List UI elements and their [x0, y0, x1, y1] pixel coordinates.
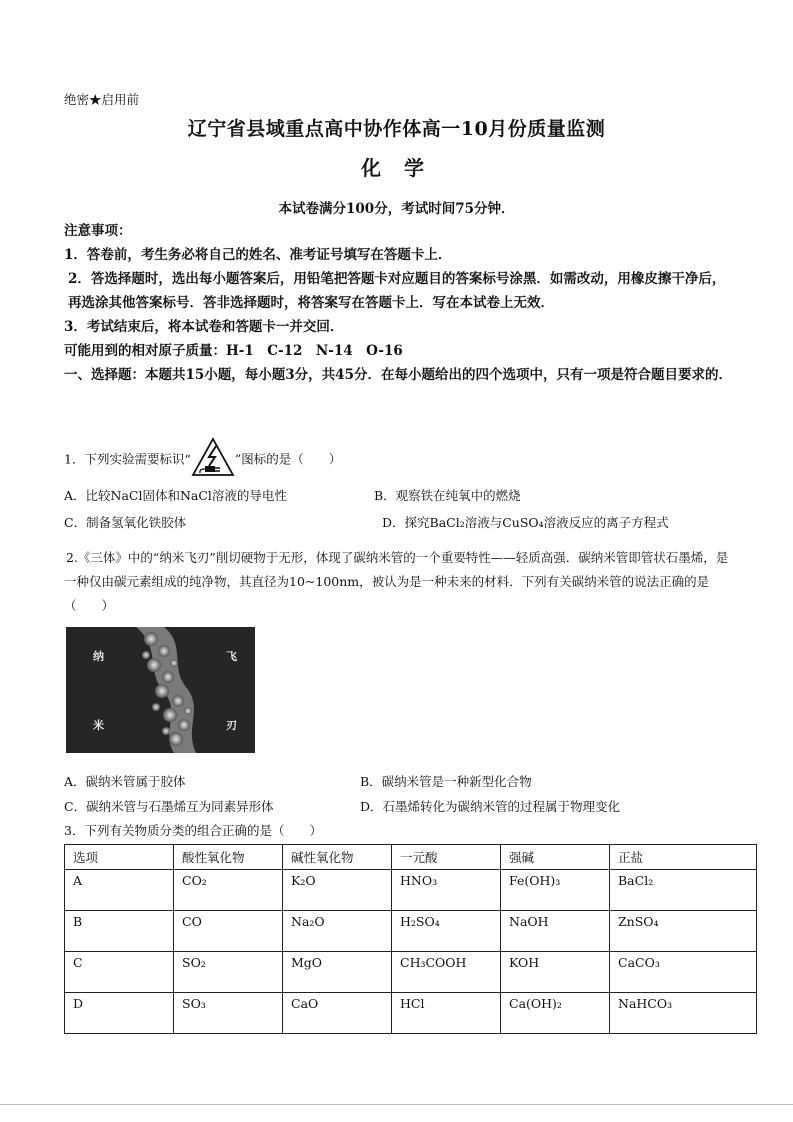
photo-label-4: 刃	[226, 719, 237, 732]
nanotube-photo	[66, 627, 255, 753]
q1-stem-after: ”图标的是（ ）	[234, 451, 342, 467]
note-item-2: 2．答选择题时，选出每小题答案后，用铅笔把答题卡对应题目的答案标号涂黑．如需改动，用橡皮擦干净后，再选涂其他答案标号．答非选择题时，将答案写在答题卡上．写在本试卷上无效．	[68, 271, 726, 311]
q2-option-b: B．碳纳米管是一种新型化合物	[360, 774, 532, 789]
notes-section	[64, 219, 734, 387]
table-header-cell: 选项	[65, 845, 174, 870]
table-header-cell: 碱性氧化物	[283, 845, 392, 870]
table-cell: CaCO₃	[610, 952, 757, 993]
note-item-1: 1．答卷前，考生务必将自己的姓名、准考证号填写在答题卡上．	[64, 247, 452, 263]
atomic-mass-line: 可能用到的相对原子质量：H-1 C-12 N-14 O-16	[64, 343, 403, 359]
nanotube-photo-graphic	[66, 627, 255, 753]
table-cell: CO	[174, 911, 283, 952]
table-cell: CaO	[283, 993, 392, 1034]
q2-option-a: A．碳纳米管属于胶体	[64, 774, 186, 789]
table-header-row	[65, 845, 757, 870]
table-header-cell: 正盐	[610, 845, 757, 870]
note-item-3: 3．考试结束后，将本试卷和答题卡一并交回．	[64, 319, 344, 335]
table-cell: SO₂	[174, 952, 283, 993]
table-row	[65, 911, 757, 952]
table-cell: Ca(OH)₂	[501, 993, 610, 1034]
table-header-cell: 强碱	[501, 845, 610, 870]
table-cell: MgO	[283, 952, 392, 993]
table-cell: B	[65, 911, 174, 952]
q2-option-c: C．碳纳米管与石墨烯互为同素异形体	[64, 799, 274, 814]
table-header-cell: 酸性氧化物	[174, 845, 283, 870]
table-cell: HCl	[392, 993, 501, 1034]
photo-label-1: 纳	[93, 650, 104, 663]
table-cell: NaOH	[501, 911, 610, 952]
table-cell: D	[65, 993, 174, 1034]
table-header-cell: 一元酸	[392, 845, 501, 870]
question-1-stem	[64, 440, 734, 480]
table-cell: ZnSO₄	[610, 911, 757, 952]
confidential-label: 绝密★启用前	[64, 92, 140, 107]
exam-info: 本试卷满分100分，考试时间75分钟．	[278, 201, 515, 217]
table-cell: SO₃	[174, 993, 283, 1034]
table-cell: A	[65, 870, 174, 911]
table-cell: KOH	[501, 952, 610, 993]
table-cell: HNO₃	[392, 870, 501, 911]
q2-option-d: D．石墨烯转化为碳纳米管的过程属于物理变化	[360, 799, 621, 814]
q1-option-c: C．制备氢氧化铁胶体	[64, 515, 187, 530]
page-bottom-rule	[0, 1104, 793, 1105]
table-row	[65, 870, 757, 911]
q1-option-b: B．观察铁在纯氧中的燃烧	[374, 488, 521, 503]
q1-stem-before: 1．下列实验需要标识“	[64, 451, 191, 467]
question-2-stem: 2.《三体》中的“纳米飞刃”削切硬物于无形，体现了碳纳米管的一个重要特性——轻质高强．碳纳米管即管状石墨烯，是一种仅由碳元素组成的纯净物，其直径为10~100nm，被认为是一种未来的材料．下列有关碳纳米管的说法正确的是（ ）	[64, 550, 729, 613]
photo-label-2: 飞	[226, 650, 237, 663]
table-cell: C	[65, 952, 174, 993]
exam-title: 辽宁省县域重点高中协作体高一10月份质量监测	[187, 118, 606, 140]
question-3-stem: 3．下列有关物质分类的组合正确的是（ ）	[64, 823, 322, 838]
table-cell: Na₂O	[283, 911, 392, 952]
notes-heading: 注意事项：	[64, 223, 132, 239]
table-cell: NaHCO₃	[610, 993, 757, 1034]
electric-hazard-warning-icon	[191, 437, 235, 477]
subject-title: 化 学	[361, 156, 432, 180]
q1-option-d: D．探究BaCl₂溶液与CuSO₄溶液反应的离子方程式	[382, 515, 669, 530]
classification-table	[64, 844, 757, 1034]
photo-label-3: 米	[93, 719, 104, 732]
table-cell: BaCl₂	[610, 870, 757, 911]
section-heading: 一、选择题：本题共15小题，每小题3分，共45分．在每小题给出的四个选项中，只有一项是符合题目要求的．	[64, 367, 732, 383]
table-cell: H₂SO₄	[392, 911, 501, 952]
table-cell: CO₂	[174, 870, 283, 911]
table-row	[65, 993, 757, 1034]
q1-option-a: A．比较NaCl固体和NaCl溶液的导电性	[64, 488, 287, 503]
table-cell: Fe(OH)₃	[501, 870, 610, 911]
table-cell: K₂O	[283, 870, 392, 911]
table-cell: CH₃COOH	[392, 952, 501, 993]
table-row	[65, 952, 757, 993]
